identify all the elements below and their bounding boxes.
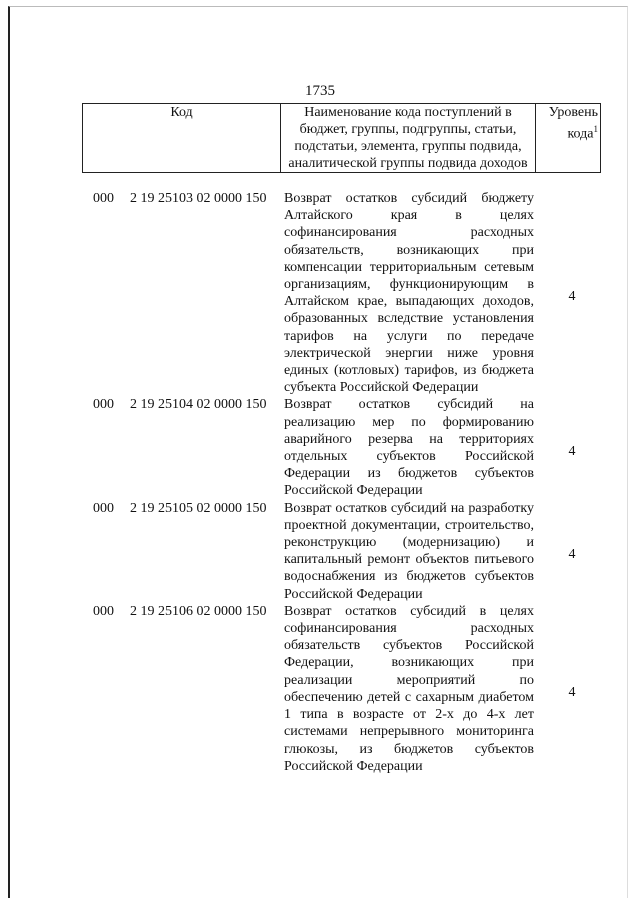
table-row (0, 603, 640, 775)
row-level: 4 (568, 443, 576, 459)
table-header (82, 103, 601, 173)
table-row (0, 396, 640, 499)
table-row (0, 190, 640, 396)
row-description: Возврат остатков субсидий в целях софинансирования расходных обязательств субъектов Российской Федерации, возникающих при реализации мероприятий по обеспечению детей с сахарным диабетом 1 типа в возрасте от 2-х до 4-х лет системами непрерывного мониторинга глюкозы, из бюджетов субъектов Российской Федерации (284, 603, 534, 774)
page-number: 1735 (305, 83, 335, 99)
row-level: 4 (568, 547, 576, 563)
admin-code: 000 (93, 500, 114, 516)
admin-code: 000 (93, 397, 114, 413)
row-description: Возврат остатков субсидий на реализацию мер по формированию аварийного резерва на территориях отдельных субъектов Российской Федерации из бюджетов субъектов Российской Федерации (284, 397, 534, 499)
header-name-cell (281, 104, 536, 173)
row-level: 4 (568, 684, 576, 700)
row-level: 4 (568, 289, 576, 305)
income-code: 2 19 25105 02 0000 150 (130, 500, 267, 516)
header-code-cell (83, 104, 281, 173)
income-code: 2 19 25103 02 0000 150 (130, 191, 267, 206)
header-level-cell (536, 104, 601, 173)
row-description: Возврат остатков субсидий на разработку проектной документации, строительство, реконструкцию (модернизацию) и капитальный ремонт объектов питьевого водоснабжения из бюджетов субъектов Российской Федерации (284, 500, 534, 602)
admin-code: 000 (93, 191, 114, 206)
header-level: Уровень кода (548, 105, 598, 142)
header-code: Код (170, 105, 193, 120)
income-code: 2 19 25106 02 0000 150 (130, 603, 267, 619)
admin-code: 000 (93, 603, 114, 619)
table-row (0, 500, 640, 603)
row-description: Возврат остатков субсидий бюджету Алтайского края в целях софинансирования расходных обязательств, возникающих при компенсации территориальным сетевым организациям, функционирующим в Алтайском крае, выпадающих доходов, образованных вследствие установления тарифов на услуги по передаче электрической энергии ниже уровня единых (котловых) тарифов, из бюджета субъекта Российской Федерации (284, 191, 534, 396)
header-level-footnote: 1 (593, 124, 598, 134)
header-name: Наименование кода поступлений в бюджет, группы, подгруппы, статьи, подстатьи, элемента, группы подвида, аналитической группы подвида доходов (288, 105, 528, 171)
table-body (0, 190, 640, 775)
income-code: 2 19 25104 02 0000 150 (130, 397, 267, 413)
